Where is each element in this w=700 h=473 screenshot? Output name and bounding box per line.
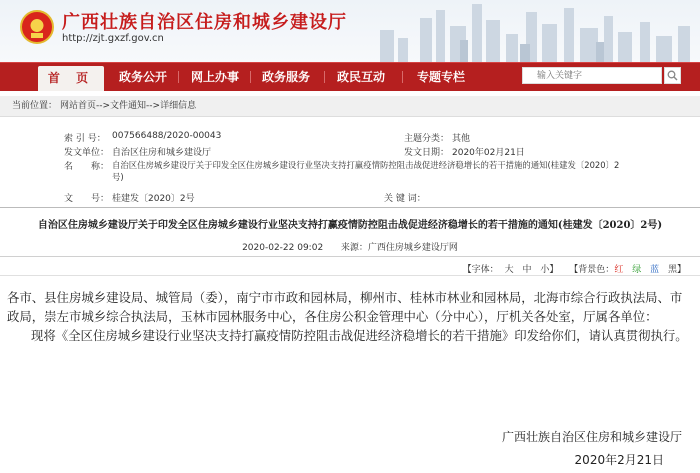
font-large-button[interactable]: 大 (504, 265, 514, 275)
signature-date: 2020年2月21日 (574, 453, 664, 467)
date-value: 2020年02月21日 (452, 148, 525, 158)
index-value: 007566488/2020-00043 (112, 131, 222, 141)
city-skyline-image (360, 0, 700, 62)
nav-separator (178, 71, 179, 83)
nav-government-affairs[interactable]: 政务公开 (118, 70, 167, 84)
name-value: 自治区住房城乡建设厅关于印发全区住房城乡建设行业坚决支持打赢疫情防控阻击战促进经济稳增长的若干措施的通知(桂建发〔2020〕2 (112, 160, 620, 170)
divider (0, 256, 700, 257)
site-url[interactable]: http://zjt.gxzf.gov.cn (62, 33, 164, 44)
nav-separator (250, 71, 251, 83)
breadcrumb-path[interactable]: 网站首页-->文件通知-->详细信息 (60, 101, 197, 111)
docno-label: 文 号： (64, 194, 110, 204)
nav-public-interaction[interactable]: 政民互动 (336, 70, 385, 84)
bg-blue-button[interactable]: 蓝 (650, 265, 660, 275)
content-paragraph: 现将《全区住房城乡建设行业坚决支持打赢疫情防控阻击战促进经济稳增长的若干措施》印发给你们，请认真贯彻执行。 (31, 328, 688, 343)
recipient-paragraph: 各市、县住房城乡建设局、城管局（委），南宁市市政和园林局，柳州市、桂林市林业和园林局，北海市综合行政执法局、市政局，崇左市城乡综合执法局，玉林市园林服务中心，各住房公积金管理中心（分中心），厅机关各处室，厅属各单位： (7, 290, 683, 324)
nav-special-topics[interactable]: 专题专栏 (416, 70, 465, 84)
document-title: 自治区住房城乡建设厅关于印发全区住房城乡建设行业坚决支持打赢疫情防控阻击战促进经济稳增长的若干措施的通知(桂建发〔2020〕2号) (37, 220, 663, 231)
nav-separator (324, 71, 325, 83)
bg-black-button[interactable]: 黑】 (667, 265, 686, 275)
name-value-continued: 号) (112, 172, 124, 182)
nav-home[interactable]: 首 页 (38, 66, 104, 91)
keywords-label: 关 键 词： (384, 194, 426, 204)
breadcrumb (0, 96, 700, 117)
divider (0, 207, 700, 208)
nav-government-services[interactable]: 政务服务 (261, 70, 310, 84)
bg-red-button[interactable]: 红 (614, 265, 624, 275)
font-medium-button[interactable]: 中 (522, 265, 532, 275)
publish-source: 来源：广西住房城乡建设厅网 (340, 243, 458, 253)
docno-value: 桂建发〔2020〕2号 (112, 194, 195, 204)
site-title[interactable]: 广西壮族自治区住房和城乡建设厅 (62, 12, 347, 33)
category-value: 其他 (452, 134, 471, 144)
breadcrumb-label: 当前位置： (12, 101, 58, 111)
search-icon (667, 70, 678, 81)
document-body (7, 288, 693, 345)
search-input[interactable] (522, 67, 662, 84)
search-button[interactable] (664, 67, 681, 84)
issuer-value: 自治区住房和城乡建设厅 (112, 148, 212, 158)
page-tools (463, 262, 686, 275)
signature: 广西壮族自治区住房和城乡建设厅 (501, 430, 682, 444)
category-label: 主题分类： (404, 134, 450, 144)
bg-color-label: 【背景色： (569, 265, 615, 275)
font-size-label: 【字体： (462, 265, 499, 275)
font-small-button[interactable]: 小】 (540, 265, 559, 275)
nav-online-services[interactable]: 网上办事 (190, 70, 239, 84)
site-header (0, 0, 700, 62)
national-emblem-icon (20, 10, 54, 44)
publish-info (0, 240, 700, 253)
date-label: 发文日期： (404, 148, 450, 158)
index-label: 索 引 号： (64, 134, 106, 144)
name-label: 名 称： (64, 162, 110, 172)
publish-time: 2020-02-22 09:02 (242, 243, 324, 253)
divider (0, 275, 700, 276)
bg-green-button[interactable]: 绿 (632, 265, 642, 275)
issuer-label: 发文单位： (64, 148, 110, 158)
nav-separator (402, 71, 403, 83)
